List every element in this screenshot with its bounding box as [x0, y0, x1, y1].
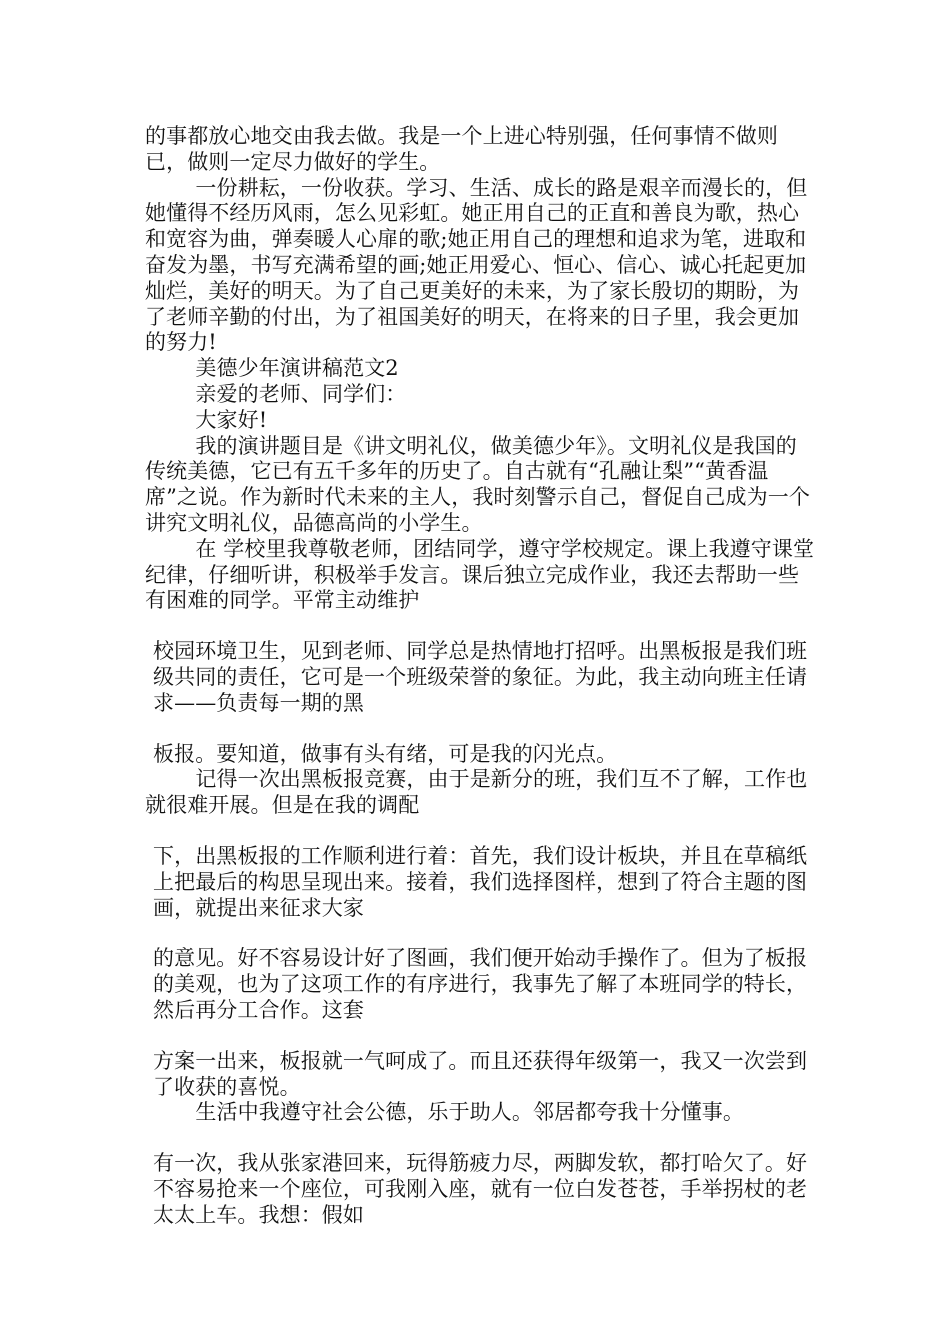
document-body — [145, 124, 815, 1228]
paragraph: 的意见。好不容易设计好了图画，我们便开始动手操作了。但为了板报的美观，也为了这项工作的有序进行，我事先了解了本班同学的特长，然后再分工合作。这套 — [153, 946, 808, 1022]
paragraph: 校园环境卫生，见到老师、同学总是热情地打招呼。出黑板报是我们班级共同的责任，它可是一个班级荣誉的象征。为此，我主动向班主任请求——负责每一期的黑 — [153, 639, 808, 715]
paragraph: 下，出黑板报的工作顺利进行着：首先，我们设计板块，并且在草稿纸上把最后的构思呈现出来。接着，我们选择图样，想到了符合主题的图画，就提出来征求大家 — [153, 843, 808, 920]
paragraph: 方案一出来，板报就一气呵成了。而且还获得年级第一，我又一次尝到了收获的喜悦。 — [153, 1048, 808, 1099]
paragraph: 生活中我遵守社会公德，乐于助人。邻居都夸我十分懂事。 — [195, 1100, 744, 1125]
paragraph: 一份耕耘，一份收获。学习、生活、成长的路是艰辛而漫长的，但她懂得不经历风雨，怎么见彩虹。她正用自己的正直和善良为歌，热心和宽容为曲，弹奏暖人心扉的歌;她正用自己的理想和追求为笔，进取和奋发为墨，书写充满希望的画;她正用爱心、恒心、信心、诚心托起更加灿烂，美好的明天。为了自己更美好的未来，为了家长殷切的期盼，为了老师辛勤的付出，为了祖国美好的明天，在将来的日子里，我会更加的努力! — [145, 175, 808, 355]
paragraph: 板报。要知道，做事有头有绪，可是我的闪光点。 — [153, 741, 618, 766]
paragraph: 的事都放心地交由我去做。我是一个上进心特别强，任何事情不做则已，做则一定尽力做好的学生。 — [145, 124, 778, 174]
section-heading: 美德少年演讲稿范文2 — [195, 356, 399, 381]
paragraph: 我的演讲题目是《讲文明礼仪，做美德少年》。文明礼仪是我国的传统美德，它已有五千多年的历史了。自古就有“孔融让梨”“黄香温席”之说。作为新时代未来的主人，我时刻警示自己，督促自己成为一个讲究文明礼仪，品德高尚的小学生。 — [145, 433, 810, 535]
salutation: 亲爱的老师、同学们： — [195, 381, 407, 406]
paragraph: 有一次，我从张家港回来，玩得筋疲力尽，两脚发软，都打哈欠了。好不容易抢来一个座位，可我刚入座，就有一位白发苍苍，手举拐杖的老太太上车。我想：假如 — [153, 1151, 808, 1227]
paragraph: 在 学校里我尊敬老师，团结同学，遵守学校规定。课上我遵守课堂纪律，仔细听讲，积极举手发言。课后独立完成作业，我还去帮助一些有困难的同学。平常主动维护 — [145, 536, 815, 613]
paragraph: 记得一次出黑板报竞赛，由于是新分的班，我们互不了解，工作也就很难开展。但是在我的调配 — [145, 767, 808, 818]
greeting: 大家好! — [195, 407, 268, 432]
